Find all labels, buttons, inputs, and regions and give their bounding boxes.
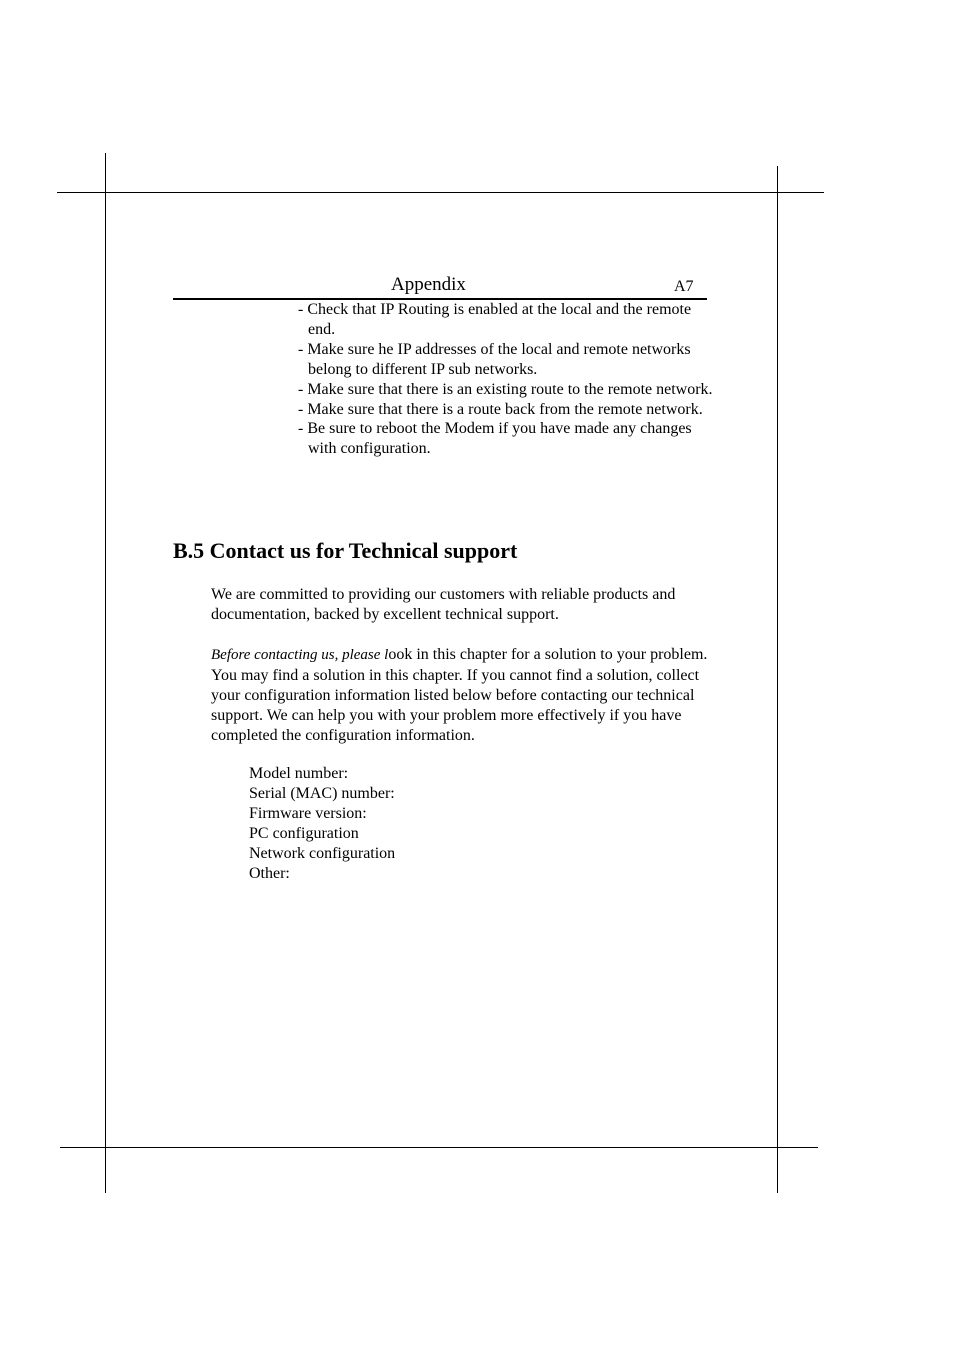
intro-paragraph: We are committed to providing our customers with reliable products and documentation, backed by excellent technical support.: [211, 586, 676, 623]
section-heading: B.5 Contact us for Technical support: [173, 538, 518, 563]
configuration-checklist: [249, 764, 395, 883]
checklist-item: PC configuration: [249, 824, 359, 842]
checklist-item: Model number:: [249, 765, 349, 782]
checklist-item: Other:: [249, 864, 290, 882]
running-header-title: Appendix: [391, 274, 466, 295]
troubleshooting-list: [298, 300, 718, 459]
crop-mark-left: [105, 153, 106, 1193]
crop-mark-bottom: [60, 1147, 818, 1148]
before-contacting-lead: Before contacting us, please l: [211, 647, 389, 663]
checklist-item: Serial (MAC) number:: [249, 784, 395, 802]
crop-mark-top: [57, 192, 824, 193]
list-item: - Make sure that there is a route back from the remote network.: [298, 400, 703, 418]
list-item: - Check that IP Routing is enabled at the local and the remote end.: [298, 301, 692, 338]
crop-mark-right: [777, 166, 778, 1193]
list-item: - Be sure to reboot the Modem if you have made any changes with configuration.: [298, 420, 692, 458]
before-contacting-text: ook in this chapter for a solution to your problem. You may find a solution in this chapter. If you cannot find a solution, collect your configuration information listed below before contacting our technical support. We can help you with your problem more effectively if you have completed the configuration information.: [211, 646, 708, 744]
checklist-item: Network configuration: [249, 844, 396, 862]
list-item: - Make sure that there is an existing route to the remote network.: [298, 380, 713, 398]
checklist-item: Firmware version:: [249, 804, 367, 822]
list-item: - Make sure he IP addresses of the local and remote networks belong to different IP sub networks.: [298, 340, 691, 378]
page-number: A7: [674, 278, 694, 295]
before-contacting-paragraph: [211, 645, 721, 746]
